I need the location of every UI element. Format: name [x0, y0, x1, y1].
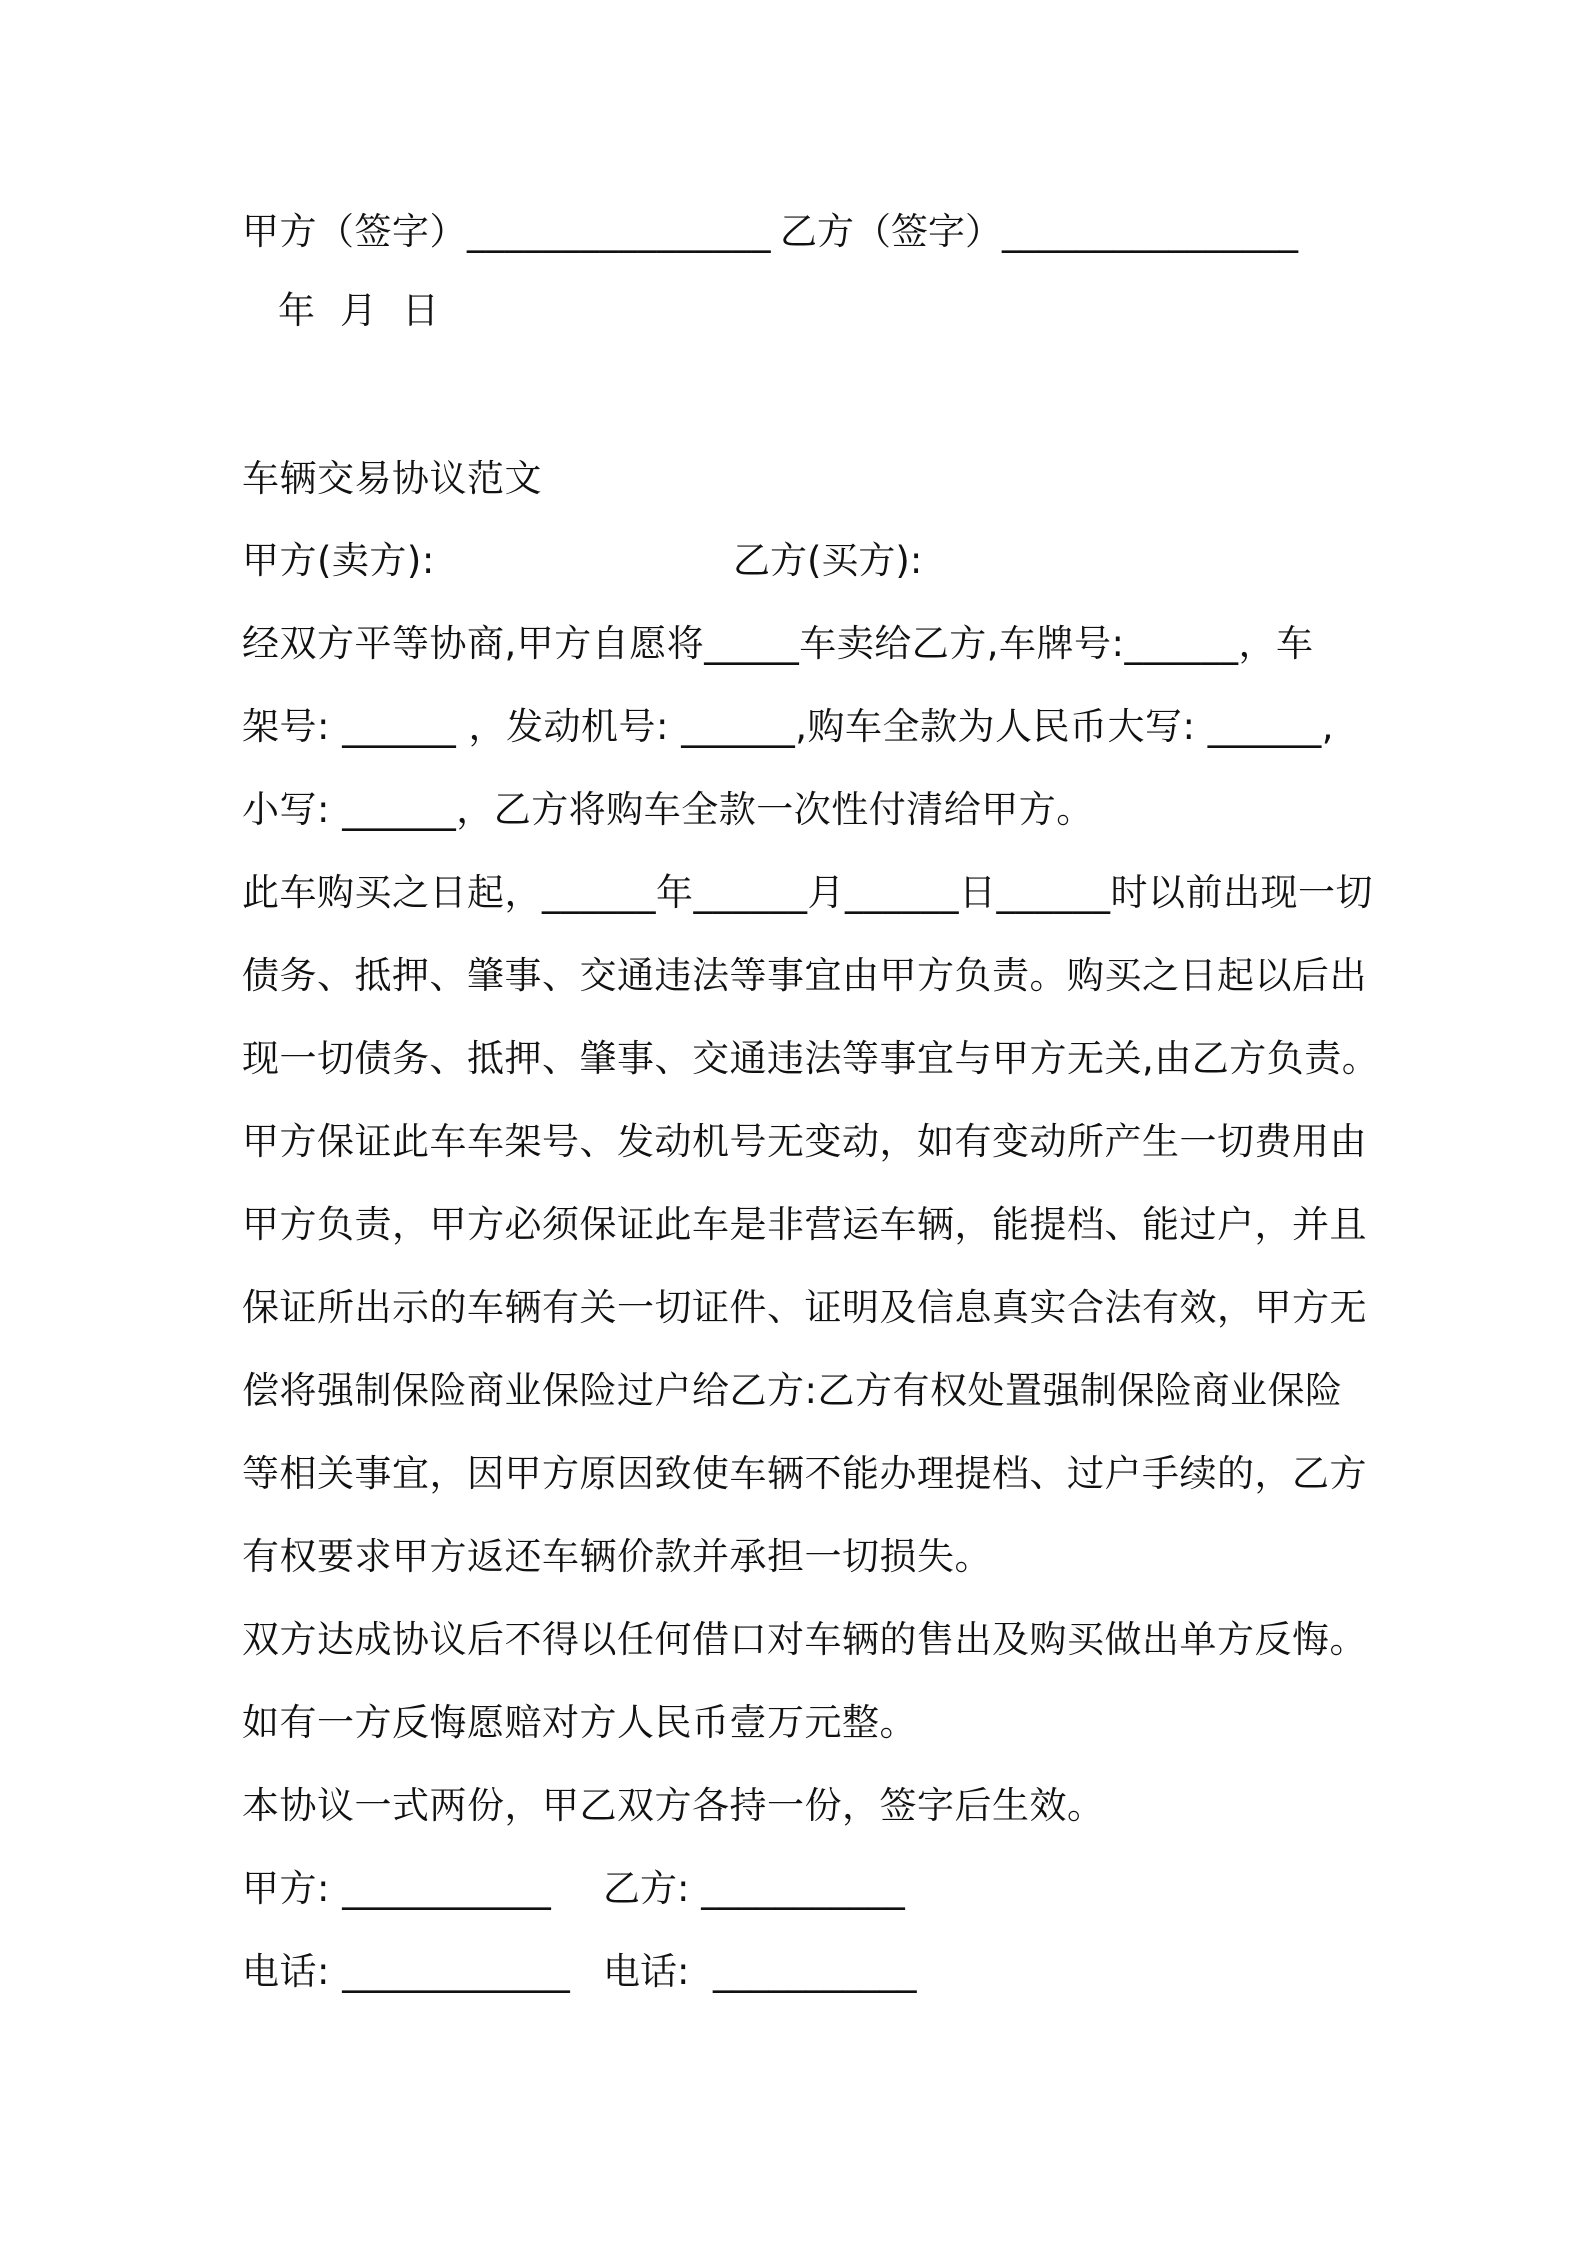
body-line: 偿将强制保险商业保险过户给乙方:乙方有权处置强制保险商业保险: [242, 1369, 1343, 1412]
body-line: 双方达成协议后不得以任何借口对车辆的售出及购买做出单方反悔。: [242, 1618, 1367, 1661]
buyer-label: 乙方(买方):: [733, 539, 923, 582]
body-line: 甲方负责，甲方必须保证此车是非营运车辆，能提档、能过户，并且: [242, 1203, 1367, 1246]
document-title: 车辆交易协议范文: [242, 457, 542, 500]
body-line: 本协议一式两份，甲乙双方各持一份，签字后生效。: [242, 1784, 1105, 1827]
signature-date: 年 月 日: [278, 289, 440, 332]
body-line: 等相关事宜，因甲方原因致使车辆不能办理提档、过户手续的，乙方: [242, 1452, 1367, 1495]
seller-label: 甲方(卖方):: [242, 539, 435, 582]
body-line: 现一切债务、抵押、肇事、交通违法等事宜与甲方无关,由乙方负责。: [242, 1037, 1380, 1080]
body-line: 债务、抵押、肇事、交通违法等事宜由甲方负责。购买之日起以后出: [242, 954, 1367, 997]
party-a-signature-line: 甲方（签字）________________: [242, 210, 771, 253]
body-line: 经双方平等协商,甲方自愿将_____车卖给乙方,车牌号:______，车: [242, 622, 1314, 665]
body-line: 有权要求甲方返还车辆价款并承担一切损失。: [242, 1535, 992, 1578]
body-line: 小写: ______，乙方将购车全款一次性付清给甲方。: [242, 788, 1094, 831]
body-line: 保证所出示的车辆有关一切证件、证明及信息真实合法有效，甲方无: [242, 1286, 1367, 1329]
footer-party-a: 甲方: ___________: [242, 1867, 552, 1910]
body-line: 架号: ______ ，发动机号: ______,购车全款为人民币大写: ______,: [242, 705, 1334, 748]
footer-phone-a: 电话: ____________: [242, 1950, 571, 1993]
body-line: 此车购买之日起，______年______月______日______时以前出现一切: [242, 871, 1373, 914]
body-line: 如有一方反悔愿赔对方人民币壹万元整。: [242, 1701, 917, 1744]
footer-phone-b: 电话: ___________: [603, 1950, 917, 1993]
party-b-signature-line: 乙方（签字）________________: [780, 210, 1298, 253]
footer-party-b: 乙方: ___________: [603, 1867, 905, 1910]
body-line: 甲方保证此车车架号、发动机号无变动，如有变动所产生一切费用由: [242, 1120, 1367, 1163]
